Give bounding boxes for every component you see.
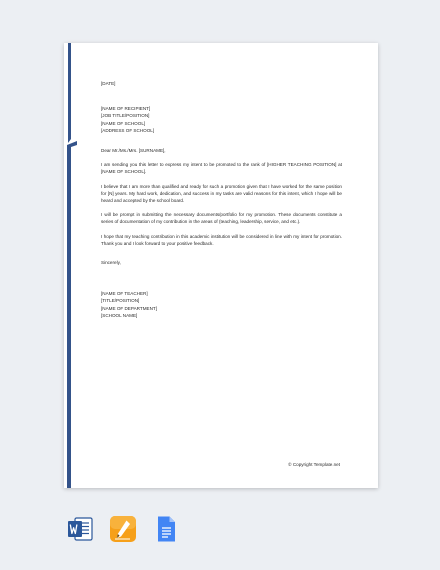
copyright-footer: © Copyright Template.net [288, 462, 340, 467]
signature-line: [TITLE/POSITION] [101, 298, 140, 304]
salutation: Dear Mr./Ms./Mrs. [SURNAME], [101, 148, 166, 154]
letter-body [101, 80, 342, 319]
body-paragraph: I hope that my teaching contribution in this academic institution will be considered in line with my intent for promotion. Thank you and I look forward to your positive feedback. [101, 233, 342, 246]
recipient-line: [ADDRESS OF SCHOOL] [101, 127, 155, 133]
recipient-line: [NAME OF RECIPIENT] [101, 106, 151, 112]
pages-icon[interactable] [109, 515, 137, 543]
signature-line: [SCHOOL NAME] [101, 312, 138, 318]
signature-line: [NAME OF DEPARTMENT] [101, 305, 157, 311]
body-paragraph: I believe that I am more than qualified and ready for such a promotion given that I have worked for the same position for [N] years. My hard work, dedication, and success in my tasks are valid reasons for this intent, which I hope will be heard and accepted by the school board. [101, 183, 342, 204]
google-docs-icon[interactable] [152, 515, 180, 543]
recipient-block [101, 105, 342, 134]
format-icons [66, 515, 180, 545]
body-paragraph: I will be prompt in submitting the necessary documents/portfolio for my promotion. These documents constitute a series of documentation of my contribution in the areas of (teaching, leadership, service, and etc.). [101, 212, 342, 225]
signature-block [101, 290, 342, 319]
closing: Sincerely, [101, 260, 121, 266]
accent-bar [64, 43, 78, 488]
word-icon[interactable] [66, 515, 94, 543]
recipient-line: [JOB TITLE/POSITION] [101, 113, 150, 119]
letter-page [64, 43, 378, 488]
signature-line: [NAME OF TEACHER] [101, 291, 148, 297]
recipient-line: [NAME OF SCHOOL] [101, 120, 146, 126]
body-paragraph: I am sending you this letter to express my intent to be promoted to the rank of [HIGHER TEACHING POSITION] at [NAME OF SCHOOL]. [101, 162, 342, 175]
letter-date: [DATE] [101, 81, 116, 86]
